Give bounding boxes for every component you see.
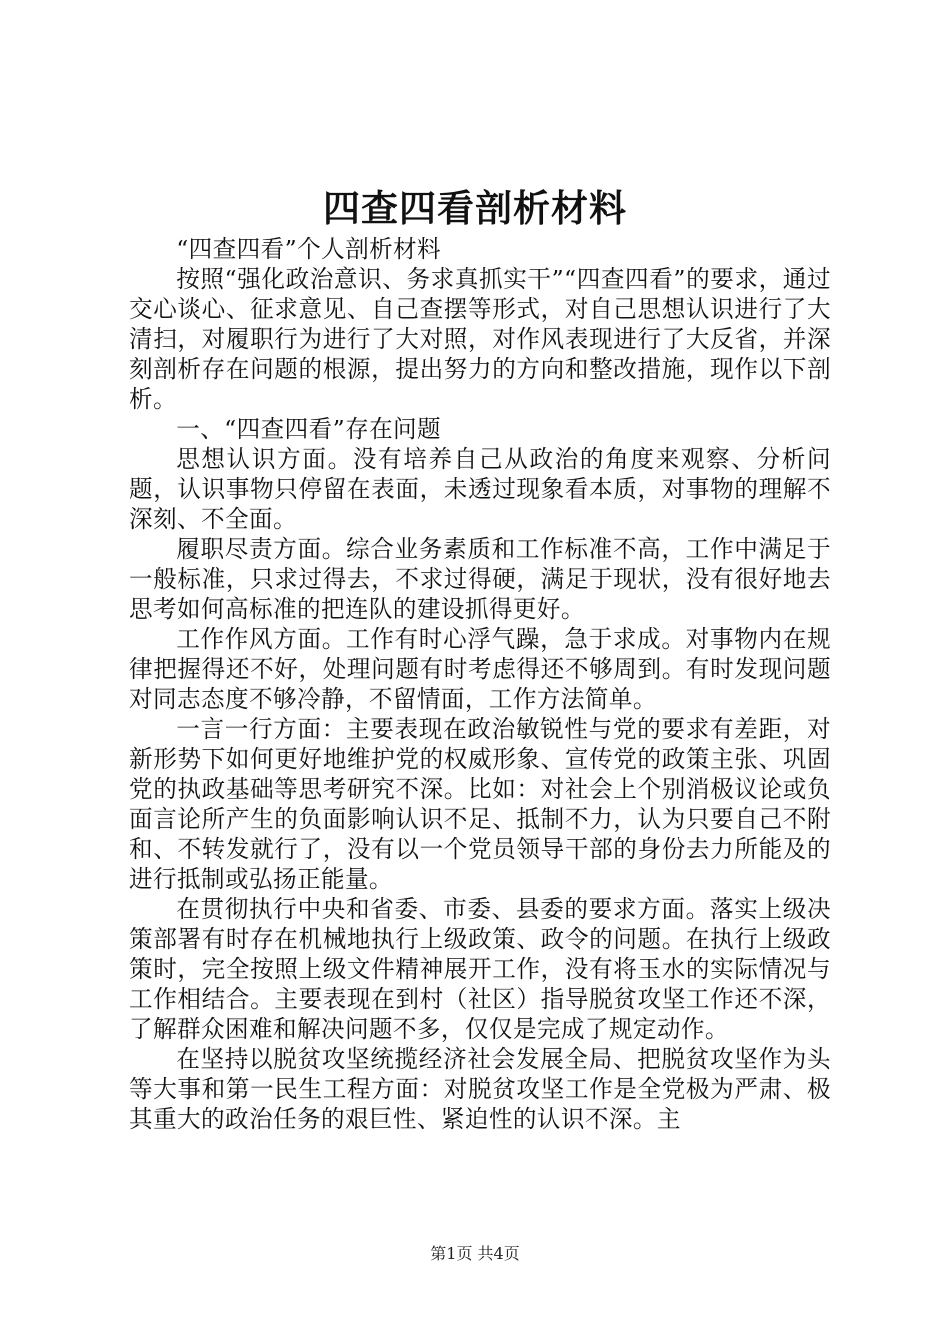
paragraph-implementation: 在贯彻执行中央和省委、市委、县委的要求方面。落实上级决策部署有时存在机械地执行上级政策、政令的问题。在执行上级政策时，完全按照上级文件精神展开工作，没有将玉水的实际情况与工作相结合。主要表现在到村（社区）指导脱贫攻坚工作还不深，了解群众困难和解决问题不多，仅仅是完成了规定动作。 [129,895,831,1043]
paragraph-poverty-alleviation: 在坚持以脱贫攻坚统揽经济社会发展全局、把脱贫攻坚作为头等大事和第一民生工程方面：对脱贫攻坚工作是全党极为严肃、极其重大的政治任务的艰巨性、紧迫性的认识不深。主 [129,1045,831,1133]
paragraph-conduct: 一言一行方面：主要表现在政治敏锐性与党的要求有差距，对新形势下如何更好地维护党的权威形象、宣传党的政策主张、巩固党的执政基础等思考研究不深。比如：对社会上个别消极议论或负面言论所产生的负面影响认识不足、抵制不力，认为只要自己不附和、不转发就行了，没有以一个党员领导干部的身份去力所能及的进行抵制或弘扬正能量。 [129,715,831,893]
subtitle-paragraph: “四查四看”个人剖析材料 [176,235,442,263]
paragraph-ideology: 思想认识方面。没有培养自己从政治的角度来观察、分析问题，认识事物只停留在表面，未透过现象看本质，对事物的理解不深刻、不全面。 [129,445,831,533]
page-footer: 第1页 共4页 [430,1244,520,1263]
paragraph-work-style: 工作作风方面。工作有时心浮气躁，急于求成。对事物内在规律把握得还不好，处理问题有时考虑得还不够周到。有时发现问题对同志态度不够冷静，不留情面，工作方法简单。 [129,625,831,713]
paragraph-duty: 履职尽责方面。综合业务素质和工作标准不高，工作中满足于一般标准，只求过得去，不求过得硬，满足于现状，没有很好地去思考如何高标准的把连队的建设抓得更好。 [129,535,831,623]
intro-paragraph: 按照“强化政治意识、务求真抓实干”“四查四看”的要求，通过交心谈心、征求意见、自己查摆等形式，对自己思想认识进行了大清扫，对履职行为进行了大对照，对作风表现进行了大反省，并深刻剖析存在问题的根源，提出努力的方向和整改措施，现作以下剖析。 [129,265,831,413]
section-heading: 一、“四查四看”存在问题 [176,415,442,443]
document-title: 四查四看剖析材料 [323,186,627,230]
document-body [129,234,831,1134]
